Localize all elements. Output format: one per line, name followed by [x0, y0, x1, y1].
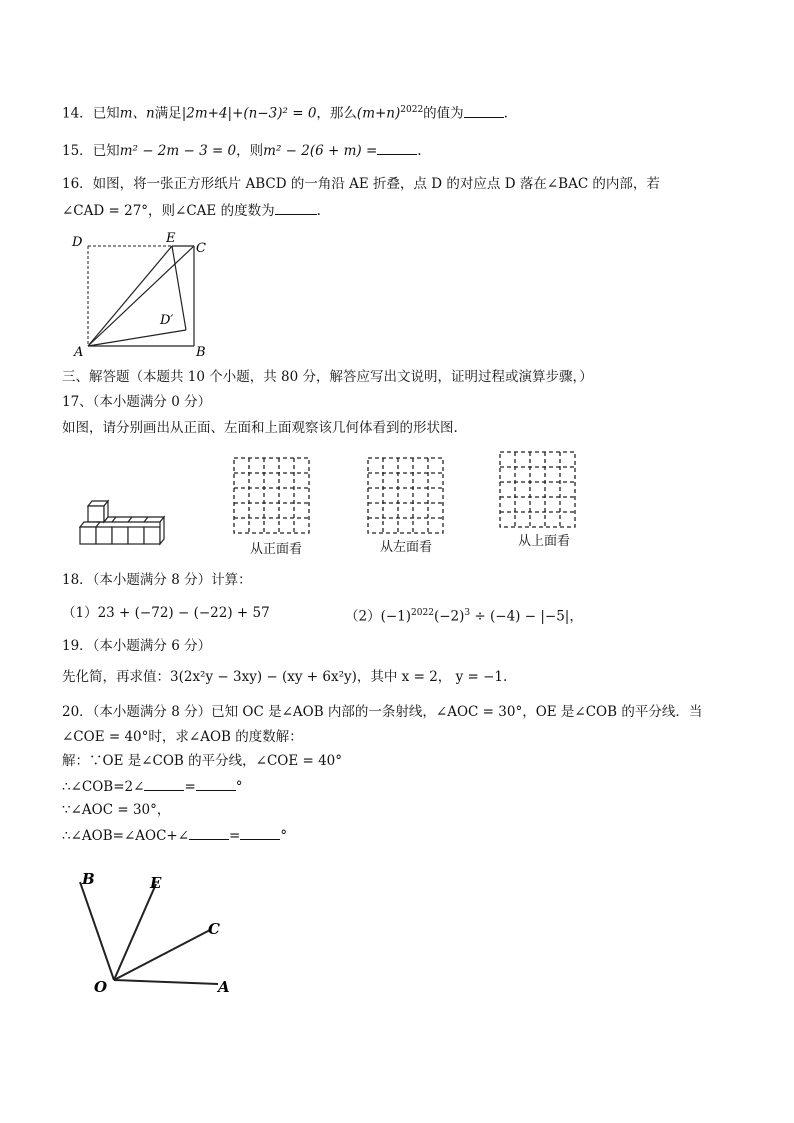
q16-end: . [316, 203, 321, 219]
section-3-heading: 三、解答题（本题共 10 个小题，共 80 分，解答应写出文说明，证明过程或演算步骤，） [62, 369, 593, 385]
label-A: A [218, 978, 230, 996]
q20-line6 [62, 825, 287, 846]
q20-line1: 20．（本小题满分 8 分）已知 OC 是∠AOB 内部的一条射线，∠AOC = 30°，OE 是∠COB 的平分线．当 [62, 704, 703, 720]
q14-text-b: 满足 [154, 105, 182, 122]
q18-p2-a: （2）(−1) [345, 608, 412, 625]
q20-line5: ∵∠AOC = 30°， [62, 802, 171, 818]
q20-l4-c: ° [235, 779, 243, 795]
label-E: E [150, 874, 162, 892]
label-O: O [94, 978, 108, 996]
q18-part1: （1）23 + (−72) − (−22) + 57 [62, 605, 270, 621]
front-view-grid [232, 456, 312, 536]
q20-line4 [62, 776, 243, 797]
label-B: B [196, 345, 206, 360]
top-view-grid [498, 450, 578, 530]
label-D-prime: D′ [160, 313, 174, 328]
label-B: B [82, 870, 95, 888]
label-D: D [72, 235, 83, 250]
q20-blank-4[interactable] [240, 825, 280, 840]
q17-text: 如图，请分别画出从正面、左面和上面观察该几何体看到的形状图. [62, 420, 458, 436]
question-15 [62, 140, 422, 161]
left-view-label: 从左面看 [380, 540, 433, 555]
q20-blank-3[interactable] [189, 825, 229, 840]
q15-text-a: 已知 [92, 143, 120, 159]
q18-p2-exp2: 3 [464, 608, 471, 618]
cube-solid-figure [76, 498, 170, 554]
q15-number: 15． [62, 143, 93, 159]
label-C: C [208, 920, 220, 938]
q14-text-c: ，那么 [316, 105, 357, 122]
question-14 [62, 100, 508, 124]
q14-vars: m、n [119, 105, 155, 122]
q14-end: . [503, 105, 508, 122]
question-16-line1: 16．如图，将一张正方形纸片 ABCD 的一角沿 AE 折叠，点 D 的对应点 D 落在∠BAC 的内部，若 [62, 176, 660, 192]
q15-expr: m² − 2m − 3 = 0 [119, 143, 237, 159]
q19-title: 19．（本小题满分 6 分） [62, 638, 212, 654]
q15-end: . [417, 143, 422, 159]
q20-line2: ∠COE = 40°时，求∠AOB 的度数解： [62, 729, 303, 745]
q15-text-b: ，则 [236, 143, 264, 159]
q18-p2-exp: 2022 [411, 608, 434, 618]
q20-l4-a: ∴∠COB=2∠ [62, 779, 145, 795]
q19-text: 先化简，再求值：3(2x²y − 3xy) − (xy + 6x²y)，其中 x = 2， y = −1. [62, 669, 508, 685]
q15-expr2: m² − 2(6 + m) = [263, 143, 378, 159]
q14-expr: |2m+4|+(n−3)² = 0 [181, 105, 317, 122]
left-view-grid [366, 456, 446, 536]
q16-answer-blank[interactable] [275, 200, 317, 215]
question-16-line2 [62, 200, 321, 221]
q14-exponent: 2022 [400, 105, 424, 115]
square-fold-figure [62, 228, 222, 363]
q18-part2 [345, 603, 583, 627]
q20-blank-2[interactable] [196, 776, 236, 791]
q14-number: 14． [62, 105, 93, 122]
label-A: A [74, 345, 84, 360]
q20-l4-b: = [184, 779, 196, 795]
label-E: E [166, 231, 176, 246]
q16-text: ∠CAD = 27°，则∠CAE 的度数为 [62, 203, 275, 219]
q18-title: 18．（本小题满分 8 分）计算： [62, 572, 252, 588]
q17-title: 17、（本小题满分 0 分） [62, 394, 212, 410]
q20-blank-1[interactable] [144, 776, 184, 791]
q20-l6-c: ° [280, 828, 288, 844]
q15-answer-blank[interactable] [377, 140, 417, 155]
q14-text-a: 已知 [92, 105, 120, 122]
angle-rays-figure [70, 862, 245, 997]
front-view-label: 从正面看 [250, 542, 303, 557]
q20-l6-a: ∴∠AOB=∠AOC+∠ [62, 828, 190, 844]
top-view-label: 从上面看 [518, 534, 571, 549]
q18-p2-c: ÷ (−4) − |−5|， [470, 608, 583, 625]
q18-p2-b: (−2) [433, 608, 465, 625]
q20-l6-b: = [229, 828, 241, 844]
q14-expr2: (m+n) [356, 105, 401, 122]
label-C: C [196, 241, 206, 256]
q20-line3: 解：∵OE 是∠COB 的平分线，∠COE = 40° [62, 753, 343, 769]
q14-answer-blank[interactable] [464, 103, 504, 118]
q14-text-d: 的值为 [423, 105, 464, 122]
